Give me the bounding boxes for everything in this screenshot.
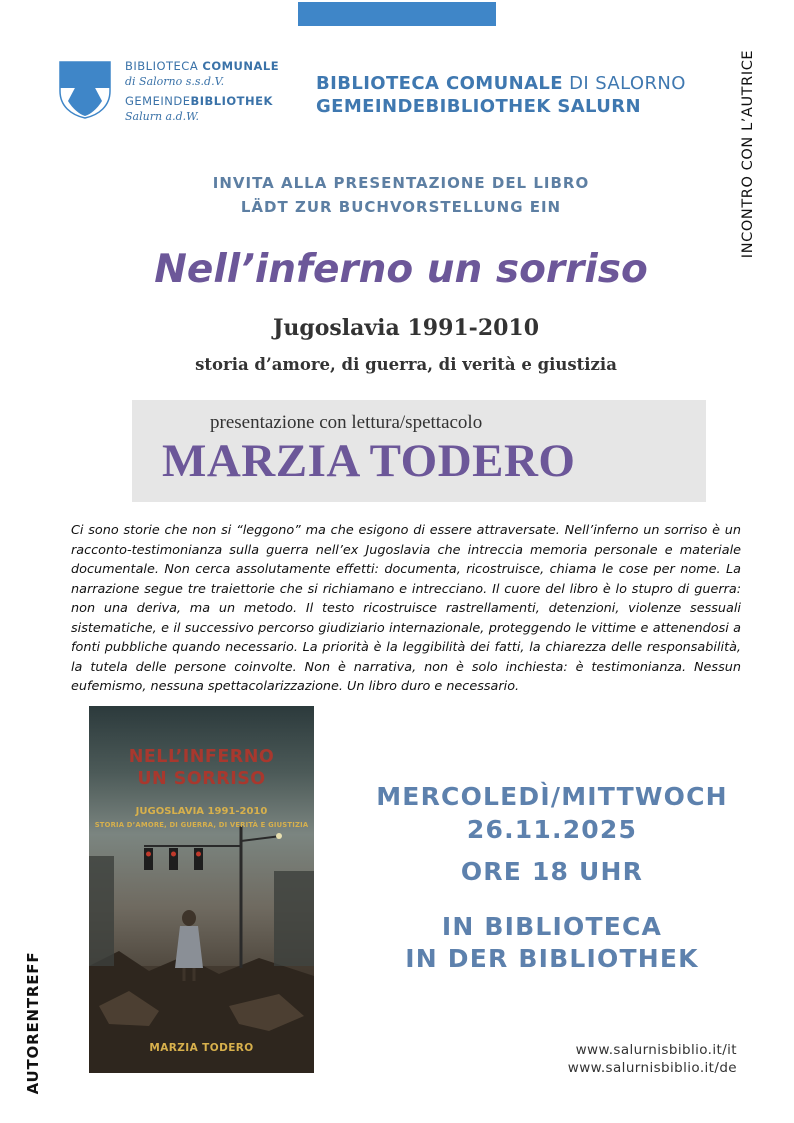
cover-title: NELL’INFERNO UN SORRISO [128,747,275,789]
presentation-label: presentazione con lettura/spettacolo [210,412,483,433]
book-subtitle: Jugoslavia 1991-2010 [272,315,540,341]
invite-heading: INVITA ALLA PRESENTAZIONE DEL LIBRO LÄDT ZUR BUCHVORSTELLUNG EIN [212,174,590,216]
cover-tagline: STORIA D’AMORE, DI GUERRA, DI VERITÀ E GIUSTIZIA [94,821,309,829]
book-title: Nell’inferno un sorriso [154,247,648,292]
side-label-left: AUTORENTREFF [24,951,42,1094]
event-day: MERCOLEDÌ/MITTWOCH [376,782,728,811]
top-accent-bar [298,2,496,26]
book-cover-image [89,706,314,1073]
library-logo-text: BIBLIOTECA COMUNALE di Salorno s.s.d.V. GEMEINDEBIBLIOTHEK Salurn a.d.W. [125,59,280,123]
side-label-right: INCONTRO CON L’AUTRICE [740,49,756,259]
book-description: Ci sono storie che non si “leggono” ma che esigono di essere attraversate. Nell’inferno un sorriso è un racconto-testimonianza sulla guerra nell’ex Jugoslavia che intreccia memoria personale e materiale documentale. Non cerca assolutamente effetti: documenta, ricostruisce, chiama le cose per nome. La narrazione segue tre traiettorie che si richiamano e intrecciano. Il cuore del libro è lo stupro di guerra: non una deriva, ma un metodo. Il testo ricostruisce rastrellamenti, detenzioni, violenze sessuali sistematiche, e il successivo percorso giudiziario internazionale, proteggendo le vittime e attenendosi a fonti pubbliche quando necessario. La priorità è la leggibilità dei fatti, la chiarezza delle responsabilità, la tutela delle persone coinvolte. Non è narrativa, non è solo inchiesta: è testimonianza. Nessun eufemismo, nessuna spettacolarizzazione. Un libro duro e necessario. [71,523,741,694]
author-name: MARZIA TODERO [162,435,576,487]
library-shield-logo-icon [59,61,111,119]
event-time: ORE 18 UHR [460,857,644,886]
cover-subtitle: JUGOSLAVIA 1991-2010 [135,806,268,817]
presentation-box [132,400,706,502]
event-place-it: IN BIBLIOTECA [441,912,663,941]
book-tagline: storia d’amore, di guerra, di verità e giustizia [195,355,617,374]
website-link-it[interactable]: www.salurnisbiblio.it/it [575,1042,737,1058]
event-date: 26.11.2025 [466,815,638,844]
library-name: BIBLIOTECA COMUNALE DI SALORNO GEMEINDEBIBLIOTHEK SALURN [316,73,686,117]
website-link-de[interactable]: www.salurnisbiblio.it/de [567,1060,737,1076]
cover-author: MARZIA TODERO [149,1042,254,1054]
event-place-de: IN DER BIBLIOTHEK [405,944,699,973]
